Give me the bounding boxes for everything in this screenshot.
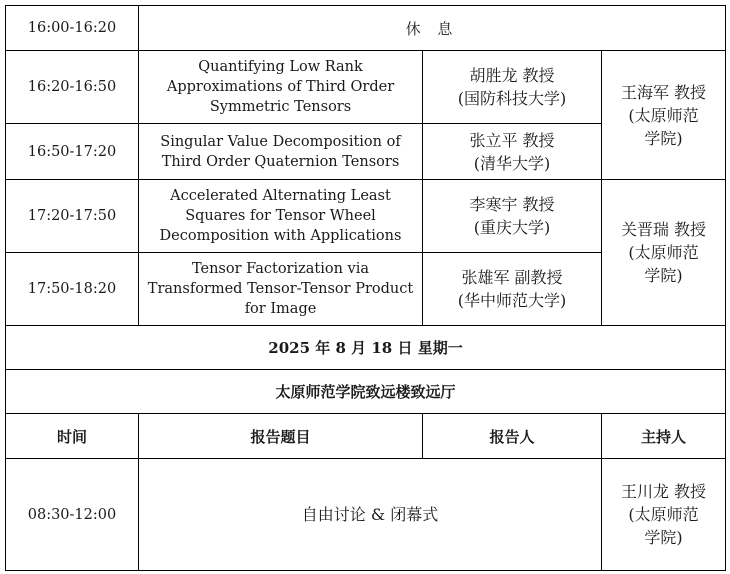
- speaker-name: 胡胜龙 教授: [469, 66, 555, 85]
- column-header-time: 时间: [6, 414, 139, 459]
- time-cell: 16:20-16:50: [6, 51, 139, 124]
- break-label: 休 息: [139, 6, 726, 51]
- schedule-table: [5, 5, 726, 571]
- host-affiliation-line: 学院): [644, 266, 683, 285]
- talk-title-line: Decomposition with Applications: [159, 228, 402, 244]
- speaker-name: 张立平 教授: [469, 130, 555, 150]
- speaker-affiliation: (重庆大学): [473, 218, 551, 237]
- talk-title-line: Transformed Tensor-Tensor Product: [147, 281, 414, 297]
- speaker-affiliation: (国防科技大学): [457, 89, 567, 108]
- speaker-cell: [423, 124, 602, 180]
- closing-row: [6, 459, 726, 571]
- break-row: [6, 6, 726, 51]
- closing-label: 自由讨论 & 闭幕式: [139, 459, 602, 571]
- talk-title-line: Tensor Factorization via: [191, 261, 370, 277]
- host-affiliation-line: (太原师范: [628, 105, 699, 125]
- day-header-row: [6, 326, 726, 370]
- speaker-cell: [423, 253, 602, 326]
- host-affiliation-line: 学院): [644, 528, 683, 547]
- talk-title: [139, 253, 423, 326]
- column-header-row: [6, 414, 726, 459]
- speaker-affiliation: (华中师范大学): [457, 291, 567, 310]
- host-affiliation-line: (太原师范: [628, 505, 699, 524]
- talk-title: [139, 51, 423, 124]
- talk-title-line: for Image: [244, 301, 317, 317]
- host-affiliation-line: (太原师范: [628, 243, 699, 262]
- day-header: 2025 年 8 月 18 日 星期一: [6, 326, 726, 370]
- time-cell: 16:00-16:20: [6, 6, 139, 51]
- venue-row: [6, 370, 726, 414]
- column-header-title: 报告题目: [139, 414, 423, 459]
- speaker-cell: [423, 51, 602, 124]
- speaker-affiliation: (清华大学): [473, 153, 551, 173]
- host-cell: [602, 180, 726, 326]
- venue-label: 太原师范学院致远楼致远厅: [6, 370, 726, 414]
- speaker-cell: [423, 180, 602, 253]
- time-cell: 17:20-17:50: [6, 180, 139, 253]
- host-name: 王海军 教授: [620, 82, 707, 102]
- talk-title-line: Third Order Quaternion Tensors: [161, 153, 400, 170]
- talk-row: [6, 51, 726, 124]
- time-cell: 17:50-18:20: [6, 253, 139, 326]
- talk-title: [139, 180, 423, 253]
- host-affiliation-line: 学院): [644, 128, 683, 148]
- time-cell: 16:50-17:20: [6, 124, 139, 180]
- talk-title: [139, 124, 423, 180]
- column-header-host: 主持人: [602, 414, 726, 459]
- talk-title-line: Quantifying Low Rank: [198, 59, 363, 75]
- host-cell: [602, 459, 726, 571]
- speaker-name: 李寒宇 教授: [469, 195, 555, 214]
- talk-title-line: Squares for Tensor Wheel: [185, 208, 376, 224]
- talk-title-line: Approximations of Third Order: [166, 79, 395, 95]
- host-name: 关晋瑞 教授: [620, 220, 707, 239]
- column-header-speaker: 报告人: [423, 414, 602, 459]
- host-cell: [602, 51, 726, 180]
- talk-title-line: Singular Value Decomposition of: [160, 133, 401, 150]
- host-name: 王川龙 教授: [620, 482, 707, 501]
- speaker-name: 张雄军 副教授: [461, 268, 563, 287]
- time-cell: 08:30-12:00: [6, 459, 139, 571]
- talk-title-line: Accelerated Alternating Least: [170, 188, 391, 204]
- talk-title-line: Symmetric Tensors: [209, 99, 352, 115]
- talk-row: [6, 180, 726, 253]
